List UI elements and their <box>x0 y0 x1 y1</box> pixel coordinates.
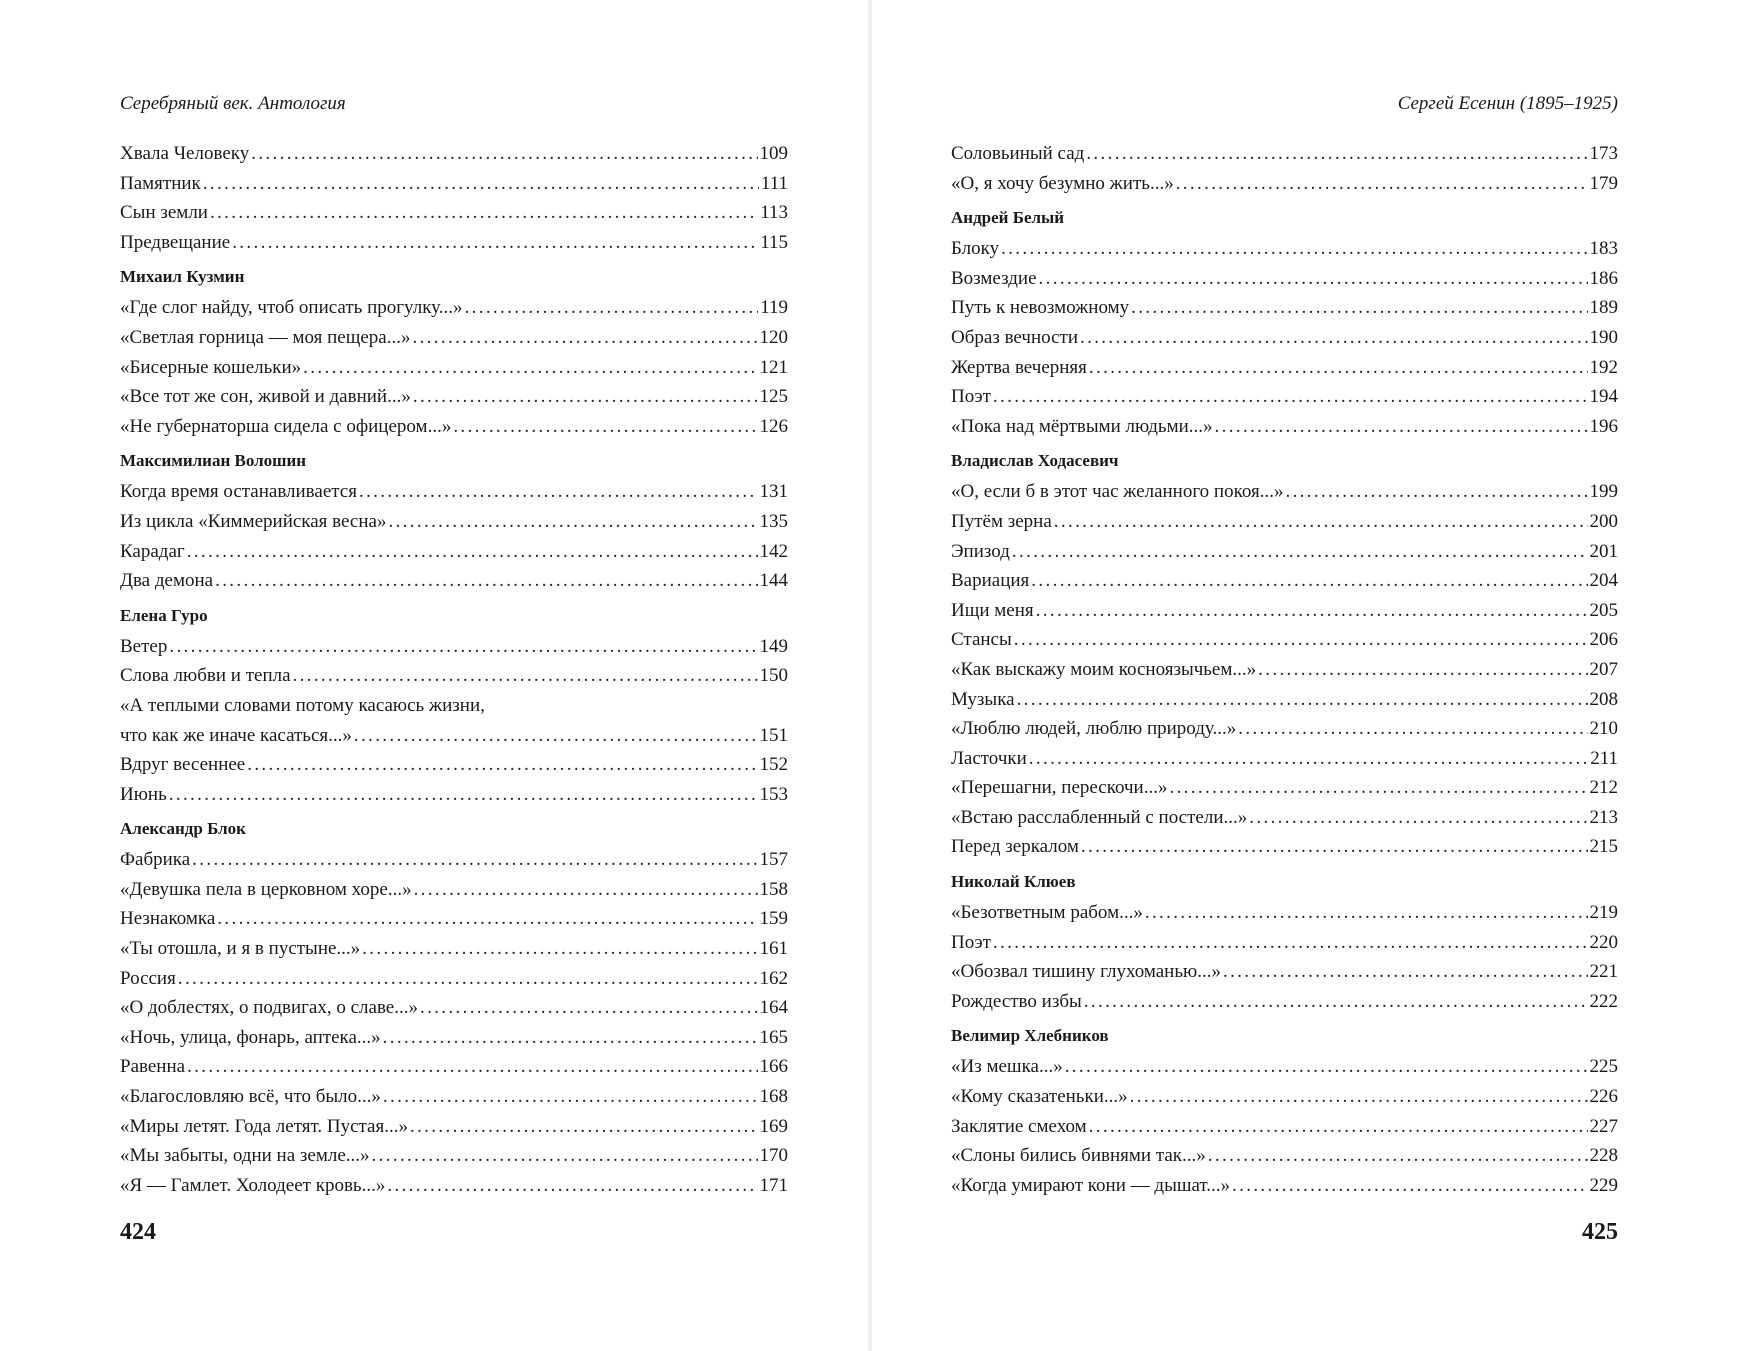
toc-entry-title: «Девушка пела в церковном хоре...» <box>120 878 412 900</box>
toc-entry-page: 201 <box>1589 540 1618 562</box>
dot-leader <box>383 1023 758 1053</box>
toc-entry-page: 115 <box>760 231 788 253</box>
toc-entry-title: «Мы забыты, одни на земле...» <box>120 1145 370 1167</box>
toc-entry-title: «Из мешка...» <box>951 1056 1063 1078</box>
toc-entry <box>951 1052 1618 1082</box>
toc-entry-title: Сын земли <box>120 202 208 224</box>
toc-entry <box>951 382 1618 412</box>
toc-entry-title: Перед зеркалом <box>951 836 1079 858</box>
dot-leader <box>465 293 759 323</box>
toc-entry-title: «Кому сказатеньки...» <box>951 1086 1128 1108</box>
toc-entry-page: 169 <box>759 1115 788 1137</box>
toc-entry <box>951 596 1618 626</box>
toc-entry-title: «Перешагни, перескочи...» <box>951 777 1168 799</box>
toc-entry <box>120 661 788 691</box>
toc-entry <box>951 625 1618 655</box>
dot-leader <box>383 1082 758 1112</box>
toc-entry-title: Эпизод <box>951 540 1010 562</box>
toc-entry-page: 227 <box>1589 1115 1618 1137</box>
toc-entry-title: «О, я хочу безумно жить...» <box>951 172 1174 194</box>
toc-entry <box>951 264 1618 294</box>
toc-right <box>951 139 1618 1200</box>
dot-leader <box>1215 412 1588 442</box>
toc-entry <box>951 1112 1618 1142</box>
toc-entry-title: «Слоны бились бивнями так...» <box>951 1145 1206 1167</box>
author-heading: Николай Клюев <box>951 872 1076 892</box>
toc-entry-page: 225 <box>1589 1056 1618 1078</box>
toc-entry-title: «Пока над мёртвыми людьми...» <box>951 415 1213 437</box>
toc-entry <box>120 934 788 964</box>
toc-entry-page: 149 <box>759 635 788 657</box>
toc-entry-title: «Ночь, улица, фонарь, аптека...» <box>120 1026 381 1048</box>
toc-entry <box>120 1082 788 1112</box>
toc-entry <box>120 1023 788 1053</box>
toc-entry <box>951 353 1618 383</box>
dot-leader <box>1223 957 1588 987</box>
toc-entry-title: Путём зерна <box>951 510 1052 532</box>
dot-leader <box>993 382 1588 412</box>
dot-leader <box>169 632 757 662</box>
dot-leader <box>1086 139 1587 169</box>
dot-leader <box>187 537 758 567</box>
toc-entry-page: 113 <box>760 202 788 224</box>
toc-entry <box>951 293 1618 323</box>
toc-entry-page: 183 <box>1589 238 1618 260</box>
toc-entry-page: 192 <box>1589 356 1618 378</box>
toc-entry <box>120 382 788 412</box>
toc-entry <box>951 987 1618 1017</box>
dot-leader <box>215 566 757 596</box>
running-head-left: Серебряный век. Антология <box>120 93 346 114</box>
dot-leader <box>453 412 757 442</box>
toc-entry-page: 190 <box>1589 326 1618 348</box>
toc-entry-page: 200 <box>1589 510 1618 532</box>
toc-entry-page: 205 <box>1589 599 1618 621</box>
toc-entry-title: Слова любви и тепла <box>120 665 291 687</box>
toc-entry-title: «Ты отошла, и я в пустыне...» <box>120 938 361 960</box>
dot-leader <box>1232 1171 1587 1201</box>
toc-entry <box>120 566 788 596</box>
toc-entry-page: 126 <box>759 415 788 437</box>
toc-entry-page: 131 <box>759 481 788 503</box>
dot-leader <box>1012 537 1588 567</box>
author-heading: Александр Блок <box>120 819 246 839</box>
toc-entry <box>120 537 788 567</box>
toc-entry-title: Два демона <box>120 570 214 592</box>
toc-entry <box>120 169 788 199</box>
toc-entry <box>951 139 1618 169</box>
dot-leader <box>303 353 757 383</box>
toc-entry-title: Возмездие <box>951 267 1037 289</box>
dot-leader <box>1029 744 1588 774</box>
toc-entry-title: Путь к невозможному <box>951 297 1130 319</box>
toc-entry-page: 213 <box>1589 806 1618 828</box>
toc-entry <box>120 1171 788 1201</box>
toc-entry <box>120 293 788 323</box>
dot-leader <box>1176 169 1588 199</box>
toc-entry-title: Ветер <box>120 635 168 657</box>
dot-leader <box>192 845 757 875</box>
toc-entry <box>120 412 788 442</box>
toc-entry <box>951 957 1618 987</box>
dot-leader <box>293 661 758 691</box>
dot-leader <box>414 875 758 905</box>
toc-entry-title: «О доблестях, о подвигах, о славе...» <box>120 997 418 1019</box>
left-page <box>120 0 788 1351</box>
toc-entry <box>120 691 788 721</box>
toc-entry-title: «Благословляю всё, что было...» <box>120 1086 381 1108</box>
toc-entry <box>951 323 1618 353</box>
toc-entry-title: «Встаю расслабленный с постели...» <box>951 806 1248 828</box>
dot-leader <box>1001 234 1587 264</box>
page-number-left: 424 <box>120 1219 156 1245</box>
toc-entry <box>120 1052 788 1082</box>
dot-leader <box>1036 596 1588 626</box>
toc-entry <box>951 655 1618 685</box>
toc-entry-page: 179 <box>1589 172 1618 194</box>
toc-entry-page: 109 <box>759 143 788 164</box>
toc-entry-title: «Как выскажу моим косноязычьем...» <box>951 658 1257 680</box>
toc-entry-title: что как же иначе касаться...» <box>120 724 352 746</box>
toc-entry-page: 121 <box>759 356 788 378</box>
running-head-right: Сергей Есенин (1895–1925) <box>1397 93 1618 114</box>
toc-entry-title: «Когда умирают кони — дышат...» <box>951 1174 1231 1196</box>
toc-entry <box>951 234 1618 264</box>
toc-entry-title: Россия <box>120 967 176 989</box>
toc-entry-title: «Безответным рабом...» <box>951 902 1143 924</box>
dot-leader <box>993 928 1588 958</box>
dot-leader <box>1014 625 1588 655</box>
toc-entry <box>951 898 1618 928</box>
toc-entry-page: 125 <box>759 386 788 408</box>
toc-entry-title: «Я — Гамлет. Холодеет кровь...» <box>120 1174 386 1196</box>
toc-entry-page: 142 <box>759 540 788 562</box>
toc-entry <box>951 507 1618 537</box>
toc-entry-page: 159 <box>759 908 788 930</box>
dot-leader <box>1065 1052 1588 1082</box>
toc-entry-title: Памятник <box>120 172 201 194</box>
dot-leader <box>187 1052 757 1082</box>
dot-leader <box>1258 655 1587 685</box>
dot-leader <box>247 750 757 780</box>
toc-entry <box>120 875 788 905</box>
toc-entry-title: Вдруг весеннее <box>120 754 246 776</box>
toc-entry-title: Стансы <box>951 629 1012 651</box>
dot-leader <box>232 228 758 258</box>
toc-entry <box>951 928 1618 958</box>
toc-entry-page: 153 <box>759 783 788 805</box>
dot-leader <box>1089 353 1588 383</box>
dot-leader <box>1080 323 1588 353</box>
toc-entry <box>951 832 1618 862</box>
toc-entry-title: Заклятие смехом <box>951 1115 1087 1137</box>
toc-entry <box>951 685 1618 715</box>
dot-leader <box>1017 685 1588 715</box>
toc-entry-title: Образ вечности <box>951 326 1078 348</box>
toc-entry-page: 208 <box>1589 688 1618 710</box>
dot-leader <box>387 1171 757 1201</box>
toc-entry-page: 158 <box>759 878 788 900</box>
dot-leader <box>1031 566 1587 596</box>
toc-entry <box>951 169 1618 199</box>
toc-entry-title: Фабрика <box>120 849 191 871</box>
dot-leader <box>388 507 757 537</box>
dot-leader <box>1169 773 1587 803</box>
toc-entry <box>951 412 1618 442</box>
toc-entry <box>951 566 1618 596</box>
dot-leader <box>1089 1112 1588 1142</box>
toc-entry-page: 207 <box>1589 658 1618 680</box>
toc-entry <box>120 632 788 662</box>
toc-entry <box>951 1082 1618 1112</box>
toc-entry <box>120 477 788 507</box>
toc-entry <box>120 353 788 383</box>
toc-entry-page: 194 <box>1589 386 1618 408</box>
toc-entry-page: 144 <box>759 570 788 592</box>
toc-entry <box>120 1112 788 1142</box>
dot-leader <box>410 1112 758 1142</box>
toc-entry-page: 111 <box>760 172 788 194</box>
toc-entry-title: Вариация <box>951 570 1030 592</box>
toc-entry <box>951 773 1618 803</box>
toc-entry-title: Соловьиный сад <box>951 143 1085 164</box>
toc-entry-title: «Все тот же сон, живой и давний...» <box>120 386 411 408</box>
toc-entry-title: Из цикла «Киммерийская весна» <box>120 510 387 532</box>
toc-entry-page: 186 <box>1589 267 1618 289</box>
toc-entry-page: 215 <box>1589 836 1618 858</box>
toc-entry-page: 221 <box>1589 961 1618 983</box>
toc-entry <box>120 845 788 875</box>
toc-entry-page: 150 <box>759 665 788 687</box>
dot-leader <box>203 169 759 199</box>
toc-entry-title: Незнакомка <box>120 908 216 930</box>
toc-entry <box>120 228 788 258</box>
toc-entry <box>120 323 788 353</box>
toc-entry-page: 204 <box>1589 570 1618 592</box>
toc-entry-page: 135 <box>759 510 788 532</box>
toc-entry-title: «Где слог найду, чтоб описать прогулку...» <box>120 297 463 319</box>
toc-entry <box>120 1141 788 1171</box>
toc-entry-page: 152 <box>759 754 788 776</box>
dot-leader <box>1131 293 1587 323</box>
toc-entry-title: Музыка <box>951 688 1015 710</box>
toc-entry-title: Июнь <box>120 783 167 805</box>
toc-entry-title: Равенна <box>120 1056 186 1078</box>
dot-leader <box>1054 507 1588 537</box>
dot-leader <box>420 993 758 1023</box>
dot-leader <box>413 382 758 412</box>
dot-leader <box>251 139 757 169</box>
toc-entry-title: «А теплыми словами потому касаюсь жизни, <box>120 694 485 716</box>
toc-entry-title: Карадаг <box>120 540 185 562</box>
dot-leader <box>1081 832 1588 862</box>
toc-entry <box>120 780 788 810</box>
toc-entry-title: «О, если б в этот час желанного покоя...» <box>951 481 1284 503</box>
toc-entry <box>951 537 1618 567</box>
author-heading: Михаил Кузмин <box>120 267 245 287</box>
toc-entry <box>120 198 788 228</box>
toc-entry-title: Поэт <box>951 386 991 408</box>
toc-entry-page: 157 <box>759 849 788 871</box>
dot-leader <box>217 904 757 934</box>
toc-entry <box>120 507 788 537</box>
author-heading: Максимилиан Волошин <box>120 451 307 471</box>
toc-entry <box>951 803 1618 833</box>
toc-entry <box>120 721 788 751</box>
toc-entry-title: «Бисерные кошельки» <box>120 356 302 378</box>
toc-entry <box>120 904 788 934</box>
toc-entry-page: 173 <box>1589 143 1618 164</box>
dot-leader <box>362 934 757 964</box>
toc-entry-title: Хвала Человеку <box>120 143 250 164</box>
toc-entry-page: 228 <box>1589 1145 1618 1167</box>
toc-entry <box>120 993 788 1023</box>
toc-entry-page: 166 <box>759 1056 788 1078</box>
toc-entry <box>120 139 788 169</box>
toc-entry-page: 120 <box>759 326 788 348</box>
toc-entry-page: 165 <box>759 1026 788 1048</box>
toc-entry-title: Блоку <box>951 238 1000 260</box>
dot-leader <box>178 964 758 994</box>
toc-entry-page: 210 <box>1589 718 1618 740</box>
dot-leader <box>1039 264 1588 294</box>
toc-entry-page: 199 <box>1589 481 1618 503</box>
toc-entry-title: Ласточки <box>951 747 1027 769</box>
toc-entry-page: 171 <box>759 1174 788 1196</box>
dot-leader <box>354 721 758 751</box>
author-heading: Елена Гуро <box>120 605 208 625</box>
dot-leader <box>1208 1141 1588 1171</box>
toc-entry-page: 168 <box>759 1086 788 1108</box>
dot-leader <box>1130 1082 1588 1112</box>
toc-entry-page: 206 <box>1589 629 1618 651</box>
author-heading: Владислав Ходасевич <box>951 451 1119 471</box>
toc-entry-title: Поэт <box>951 931 991 953</box>
dot-leader <box>372 1141 758 1171</box>
dot-leader <box>1145 898 1588 928</box>
toc-entry-page: 119 <box>760 297 788 319</box>
toc-entry <box>951 1141 1618 1171</box>
toc-entry <box>951 744 1618 774</box>
toc-entry-page: 162 <box>759 967 788 989</box>
toc-entry <box>951 1171 1618 1201</box>
toc-entry-page: 151 <box>759 724 788 746</box>
toc-entry <box>120 750 788 780</box>
toc-entry-page: 211 <box>1590 747 1618 769</box>
toc-entry-title: Рождество избы <box>951 990 1082 1012</box>
toc-entry-page: 212 <box>1589 777 1618 799</box>
toc-entry-page: 229 <box>1589 1174 1618 1196</box>
toc-entry-page: 196 <box>1589 415 1618 437</box>
toc-entry-title: Ищи меня <box>951 599 1034 621</box>
dot-leader <box>1084 987 1588 1017</box>
toc-entry-title: Когда время останавливается <box>120 481 357 503</box>
toc-entry-title: «Обозвал тишину глухоманью...» <box>951 961 1221 983</box>
author-heading: Велимир Хлебников <box>951 1026 1109 1046</box>
toc-entry-title: «Светлая горница — моя пещера...» <box>120 326 411 348</box>
dot-leader <box>169 780 758 810</box>
toc-entry-page: 219 <box>1589 902 1618 924</box>
dot-leader <box>412 323 757 353</box>
dot-leader <box>210 198 758 228</box>
toc-entry-title: «Не губернаторша сидела с офицером...» <box>120 415 452 437</box>
right-page <box>951 0 1618 1351</box>
toc-entry-title: «Миры летят. Года летят. Пустая...» <box>120 1115 408 1137</box>
author-heading: Андрей Белый <box>951 208 1065 228</box>
toc-entry-title: «Люблю людей, люблю природу...» <box>951 718 1237 740</box>
dot-leader <box>1249 803 1587 833</box>
toc-entry-title: Предвещание <box>120 231 231 253</box>
toc-entry-page: 189 <box>1589 297 1618 319</box>
toc-entry-page: 164 <box>759 997 788 1019</box>
toc-entry <box>951 477 1618 507</box>
page-number-right: 425 <box>1582 1219 1618 1245</box>
toc-entry-title: Жертва вечерняя <box>951 356 1087 378</box>
toc-entry-page: 220 <box>1589 931 1618 953</box>
toc-entry <box>120 964 788 994</box>
dot-leader <box>1285 477 1587 507</box>
toc-entry-page: 161 <box>759 938 788 960</box>
dot-leader <box>359 477 758 507</box>
toc-entry-page: 226 <box>1589 1086 1618 1108</box>
toc-entry <box>951 714 1618 744</box>
toc-entry-page: 222 <box>1589 990 1618 1012</box>
toc-left <box>120 139 788 1200</box>
book-gutter <box>868 0 872 1351</box>
dot-leader <box>1238 714 1587 744</box>
toc-entry-page: 170 <box>759 1145 788 1167</box>
